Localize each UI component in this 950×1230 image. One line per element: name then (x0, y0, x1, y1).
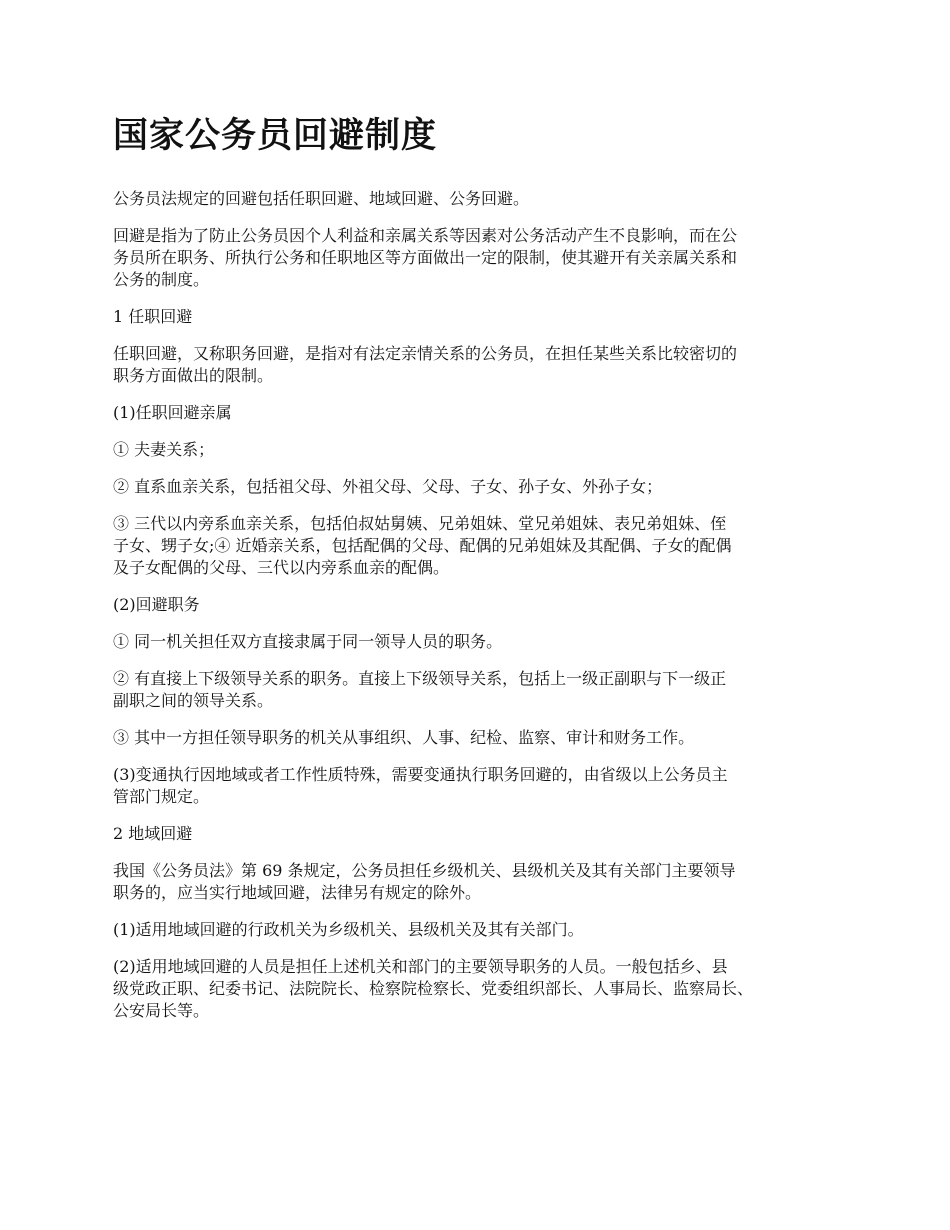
document-page (113, 112, 858, 1037)
document-title: 国家公务员回避制度 (113, 116, 438, 156)
paragraph: (1)适用地域回避的行政机关为乡级机关、县级机关及其有关部门。 (113, 920, 584, 939)
list-item: ③ 三代以内旁系血亲关系，包括伯叔姑舅姨、兄弟姐妹、堂兄弟姐妹、表兄弟姐妹、侄 子女、甥子女;④ 近婚亲关系，包括配偶的父母、配偶的兄弟姐妹及其配偶、子女的配偶 及子女配偶的父母、三代以内旁系血亲的配偶。 (113, 514, 732, 577)
paragraph: 任职回避，又称职务回避，是指对有法定亲情关系的公务员，在担任某些关系比较密切的 职务方面做出的限制。 (113, 344, 738, 385)
list-item: ③ 其中一方担任领导职务的机关从事组织、人事、纪检、监察、审计和财务工作。 (113, 728, 695, 747)
list-item: ② 有直接上下级领导关系的职务。直接上下级领导关系，包括上一级正副职与下一级正 副职之间的领导关系。 (113, 669, 727, 710)
section-heading: 2 地域回避 (113, 824, 193, 843)
list-item: ② 直系血亲关系，包括祖父母、外祖父母、父母、子女、孙子女、外孙子女； (113, 477, 663, 496)
document-body (113, 188, 858, 1022)
list-item: ① 夫妻关系； (113, 440, 215, 459)
subsection-heading: (2)回避职务 (113, 595, 200, 614)
paragraph: (2)适用地域回避的人员是担任上述机关和部门的主要领导职务的人员。一般包括乡、县 级党政正职、纪委书记、法院院长、检察院检察长、党委组织部长、人事局长、监察局长、 公安局长等。 (113, 957, 754, 1020)
list-item: ① 同一机关担任双方直接隶属于同一领导人员的职务。 (113, 632, 503, 651)
paragraph: (3)变通执行因地域或者工作性质特殊，需要变通执行职务回避的，由省级以上公务员主 管部门规定。 (113, 765, 728, 806)
subsection-heading: (1)任职回避亲属 (113, 403, 232, 422)
paragraph: 回避是指为了防止公务员因个人利益和亲属关系等因素对公务活动产生不良影响，而在公 务员所在职务、所执行公务和任职地区等方面做出一定的限制，使其避开有关亲属关系和 公务的制度。 (113, 226, 738, 289)
paragraph: 公务员法规定的回避包括任职回避、地域回避、公务回避。 (113, 189, 530, 208)
paragraph: 我国《公务员法》第 69 条规定，公务员担任乡级机关、县级机关及其有关部门主要领导 职务的，应当实行地域回避，法律另有规定的除外。 (113, 861, 736, 902)
section-heading: 1 任职回避 (113, 307, 193, 326)
